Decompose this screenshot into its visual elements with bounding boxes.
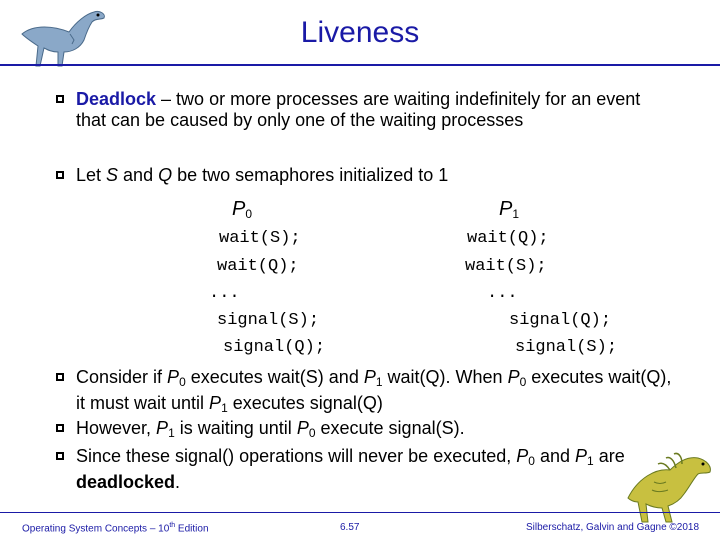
p0-code-line: signal(S);: [217, 311, 320, 330]
text: executes wait(Q), it must wait until: [76, 367, 672, 413]
text: Operating System Concepts – 10: [22, 523, 170, 535]
p-sub: 1: [587, 454, 594, 468]
text: wait(Q). When: [382, 367, 508, 387]
p1-code-line: signal(Q);: [509, 311, 612, 330]
text: Consider if: [76, 367, 168, 387]
p1-code-line: signal(S);: [515, 338, 618, 357]
p-letter: P: [516, 446, 529, 466]
p-letter: P: [363, 367, 376, 387]
page-number: 6.57: [340, 522, 360, 533]
p0-code-line: wait(Q);: [217, 257, 299, 276]
dinosaur-icon: [618, 438, 718, 528]
p-sub: 0: [519, 375, 527, 389]
p-sub: 1: [168, 426, 175, 440]
p1-code-line: wait(Q);: [467, 229, 549, 248]
text: and: [534, 446, 575, 466]
deadlock-definition: – two or more processes are waiting indefinitely for an event that can be caused by only one of the waiting processes: [76, 89, 641, 130]
text: Let: [76, 165, 107, 185]
process-p0-label: [232, 198, 252, 221]
p-letter: P: [296, 418, 309, 438]
bullet-deadlock: [76, 89, 656, 131]
p-letter: P: [232, 198, 246, 220]
p-sub: 1: [221, 401, 228, 415]
bullet-icon: [56, 95, 64, 103]
text: However,: [76, 418, 157, 438]
process-p1-label: [499, 198, 519, 221]
text: is waiting until: [174, 418, 297, 438]
bullet-icon: [56, 452, 64, 460]
p-letter: P: [209, 393, 222, 413]
p-sub: 0: [245, 207, 253, 221]
p0-code-line: ...: [209, 284, 240, 303]
text: executes signal(Q): [227, 393, 383, 413]
deadlock-term: Deadlock: [76, 89, 157, 109]
p-sub: 1: [512, 207, 520, 221]
slide-title: Liveness: [300, 16, 420, 49]
p1-code-line: wait(S);: [465, 257, 547, 276]
text: executes wait(S) and: [185, 367, 364, 387]
bullet-icon: [56, 171, 64, 179]
p-letter: P: [499, 198, 513, 220]
p-letter: P: [507, 367, 520, 387]
footer-book-title: [22, 522, 209, 534]
p-sub: 0: [528, 454, 535, 468]
title-divider: [0, 64, 720, 66]
bullet-icon: [56, 373, 64, 381]
footer-authors: Silberschatz, Galvin and Gagne ©2018: [526, 522, 700, 533]
p-sub: 1: [375, 375, 383, 389]
bullet-consider: [76, 367, 676, 419]
text: Since these signal() operations will never be executed,: [76, 446, 517, 466]
p-sub: 0: [308, 426, 316, 440]
p-sub: 0: [179, 375, 186, 389]
p1-code-line: ...: [487, 284, 518, 303]
bullet-icon: [56, 424, 64, 432]
text: execute signal(S).: [315, 418, 465, 438]
text: are: [593, 446, 625, 466]
p-letter: P: [167, 367, 180, 387]
p-letter: P: [156, 418, 169, 438]
bullet-however: [76, 418, 676, 444]
bullet-since: [76, 446, 656, 493]
footer-divider: [0, 512, 720, 513]
text: and: [118, 165, 159, 185]
text: Edition: [175, 523, 209, 535]
bullet-semaphores: [76, 165, 676, 186]
text: be two semaphores initialized to 1: [172, 165, 449, 185]
p-letter: P: [575, 446, 588, 466]
text: th: [169, 522, 176, 529]
p0-code-line: wait(S);: [219, 229, 301, 248]
semaphore-q: Q: [158, 165, 173, 185]
deadlocked-term: deadlocked: [76, 472, 176, 492]
semaphore-s: S: [106, 165, 119, 185]
p0-code-line: signal(Q);: [223, 338, 326, 357]
text: .: [175, 472, 181, 492]
